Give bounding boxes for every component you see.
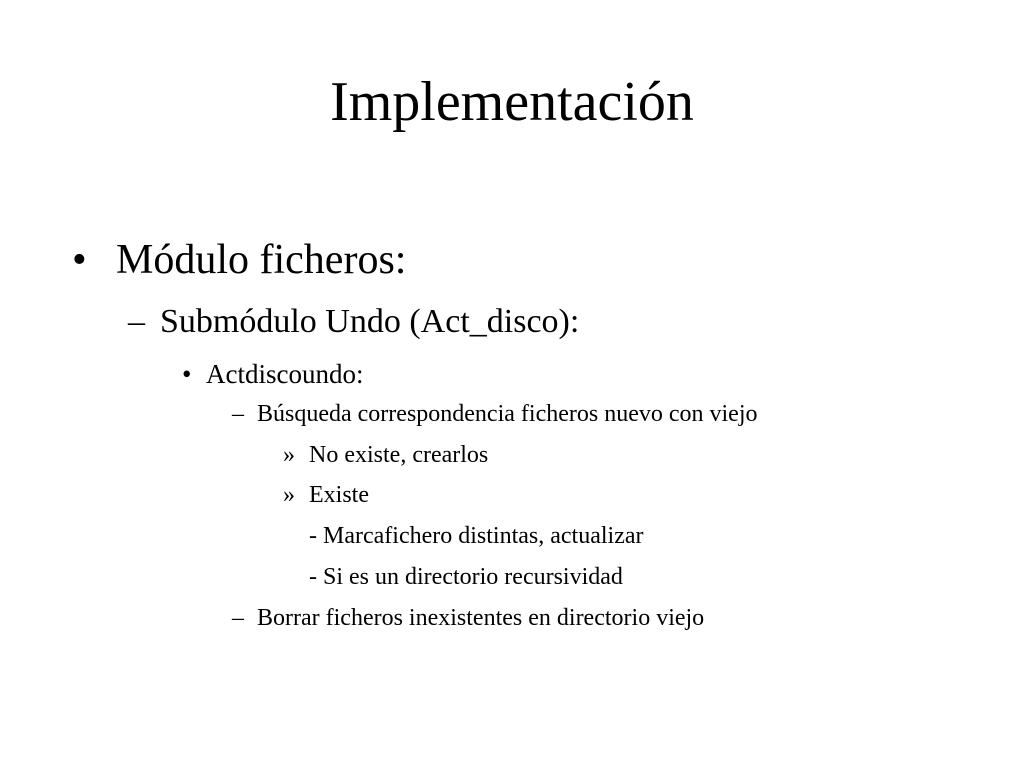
continuation-text: - Marcafichero distintas, actualizar xyxy=(309,523,644,549)
guillemet-marker: » xyxy=(283,442,295,468)
dash-marker: – xyxy=(232,605,244,631)
subitem-text: Borrar ficheros inexistentes en directorio viejo xyxy=(257,605,705,631)
subitem-text: Existe xyxy=(309,482,369,508)
slide-title: Implementación xyxy=(330,71,694,133)
subitem-text: Actdiscoundo: xyxy=(206,359,364,389)
continuation-text: - Si es un directorio recursividad xyxy=(309,564,623,590)
bullet-marker: • xyxy=(182,359,192,389)
subitem-text: Submódulo Undo (Act_disco): xyxy=(160,303,580,340)
dash-marker: – xyxy=(128,303,145,340)
dash-marker: – xyxy=(232,401,244,427)
subitem-text: No existe, crearlos xyxy=(309,442,489,468)
subitem-text: Búsqueda correspondencia ficheros nuevo con viejo xyxy=(257,401,758,427)
guillemet-marker: » xyxy=(283,482,295,508)
bullet-text: Módulo ficheros: xyxy=(116,237,407,283)
bullet-marker: • xyxy=(72,237,87,283)
